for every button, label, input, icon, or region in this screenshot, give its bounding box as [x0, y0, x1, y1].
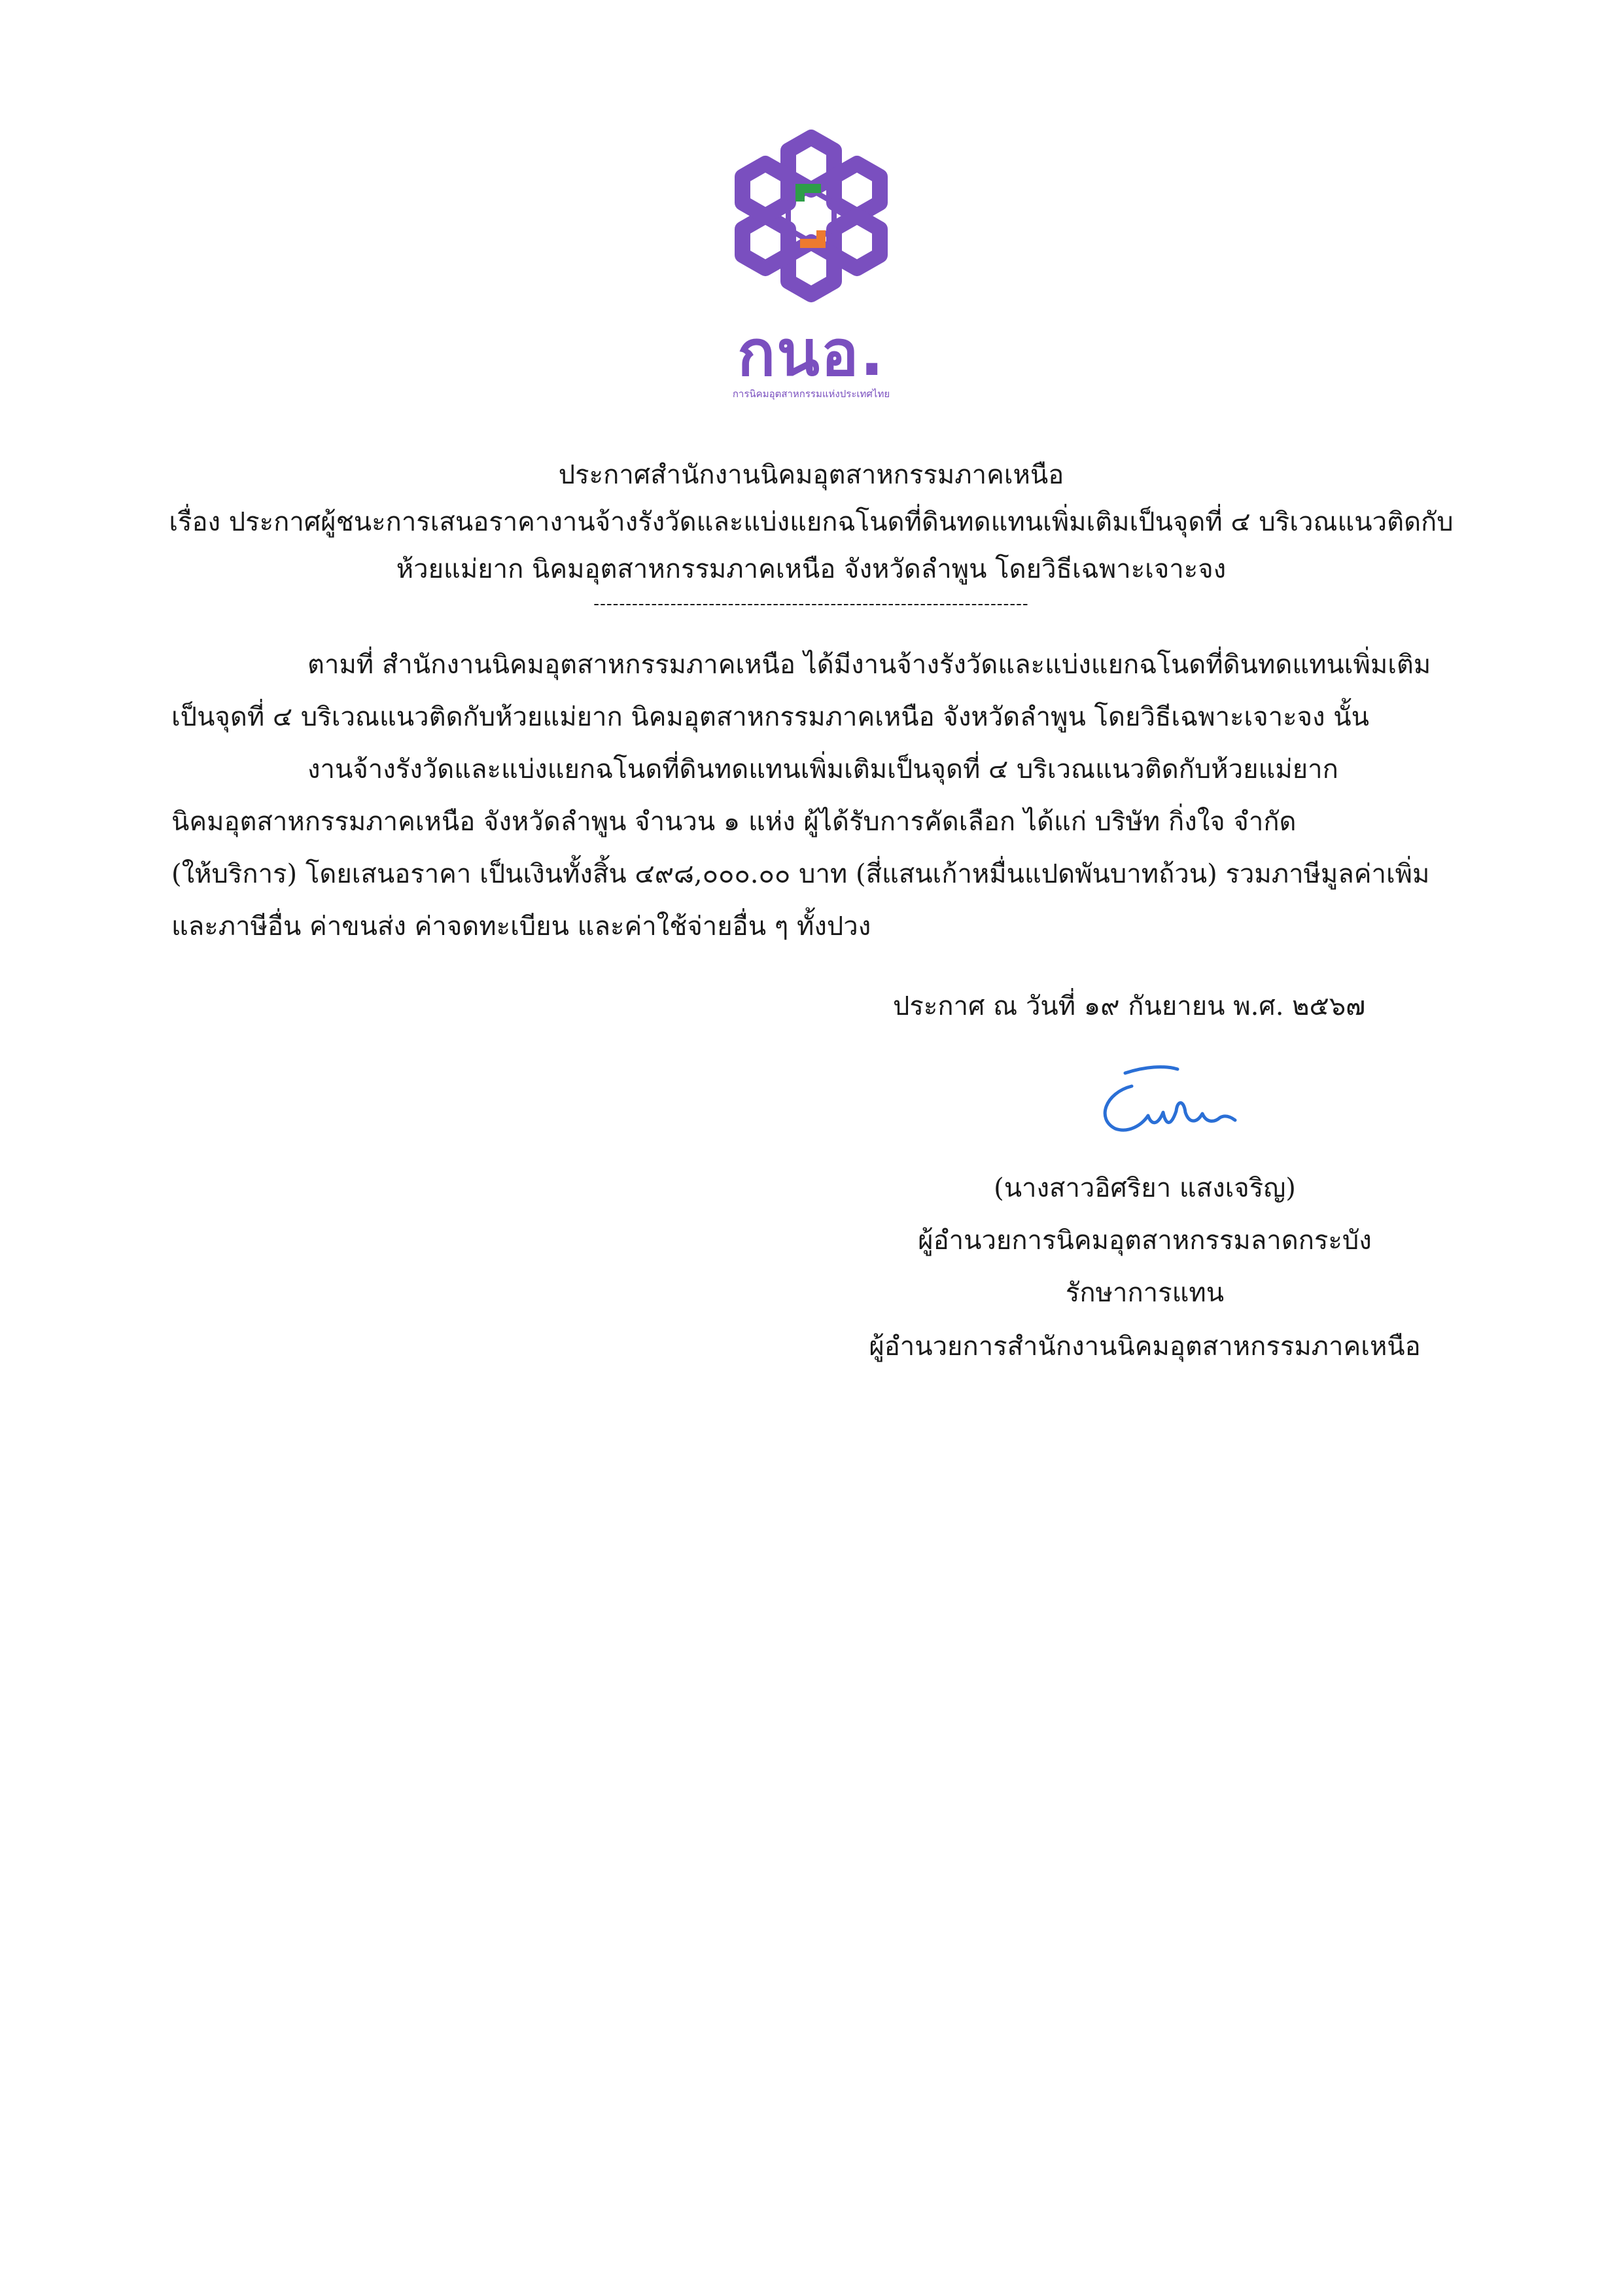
announcement-title: ประกาศสำนักงานนิคมอุตสาหกรรมภาคเหนือ [558, 460, 1064, 490]
ieat-hexagon-flower-icon [723, 124, 899, 321]
logo-subtitle: การนิคมอุตสาหกรรมแห่งประเทศไทย [732, 388, 890, 400]
body-line: และภาษีอื่น ค่าขนส่ง ค่าจดทะเบียน และค่าใช้จ่ายอื่น ๆ ทั้งปวง [171, 911, 871, 942]
announcement-date: ประกาศ ณ วันที่ ๑๙ กันยายน พ.ศ. ๒๕๖๗ [893, 991, 1366, 1021]
body-line: นิคมอุตสาหกรรมภาคเหนือ จังหวัดลำพูน จำนวน ๑ แห่ง ผู้ได้รับการคัดเลือก ได้แก่ บริษัท กิ่งใจ จำกัด [171, 807, 1297, 837]
signer-acting-position: ผู้อำนวยการสำนักงานนิคมอุตสาหกรรมภาคเหนือ [869, 1332, 1421, 1362]
body-line: งานจ้างรังวัดและแบ่งแยกฉโนดที่ดินทดแทนเพิ่มเติมเป็นจุดที่ ๔ บริเวณแนวติดกับห้วยแม่ยาก [307, 754, 1338, 785]
announcement-subject-line2: ห้วยแม่ยาก นิคมอุตสาหกรรมภาคเหนือ จังหวัดลำพูน โดยวิธีเฉพาะเจาะจง [396, 554, 1227, 584]
body-line: ตามที่ สำนักงานนิคมอุตสาหกรรมภาคเหนือ ได้มีงานจ้างรังวัดและแบ่งแยกฉโนดที่ดินทดแทนเพิ่มเติม [307, 650, 1431, 680]
body-line: เป็นจุดที่ ๔ บริเวณแนวติดกับห้วยแม่ยาก นิคมอุตสาหกรรมภาคเหนือ จังหวัดลำพูน โดยวิธีเฉพาะเจาะจง นั้น [171, 702, 1369, 732]
logo-wordmark: กนอ. [737, 317, 885, 390]
signer-position: ผู้อำนวยการนิคมอุตสาหกรรมลาดกระบัง [918, 1226, 1372, 1256]
announcement-subject-line1: เรื่อง ประกาศผู้ชนะการเสนอราคางานจ้างรังวัดและแบ่งแยกฉโนดที่ดินทดแทนเพิ่มเติมเป็นจุดที่ ๔ บริเวณแนวติดกับ [169, 507, 1454, 537]
signer-name: (นางสาวอิศริยา แสงเจริญ) [994, 1173, 1296, 1203]
signer-acting-note: รักษาการแทน [1065, 1278, 1225, 1308]
body-line: (ให้บริการ) โดยเสนอราคา เป็นเงินทั้งสิ้น ๔๙๘,๐๐๐.๐๐ บาท (สี่แสนเก้าหมื่นแปดพันบาทถ้วน) รวมภาษีมูลค่าเพิ่ม [171, 859, 1430, 889]
heading-divider: -------------------------------------------------------------------- [593, 594, 1029, 614]
signature [1086, 1060, 1256, 1145]
ieat-logo [723, 124, 899, 400]
